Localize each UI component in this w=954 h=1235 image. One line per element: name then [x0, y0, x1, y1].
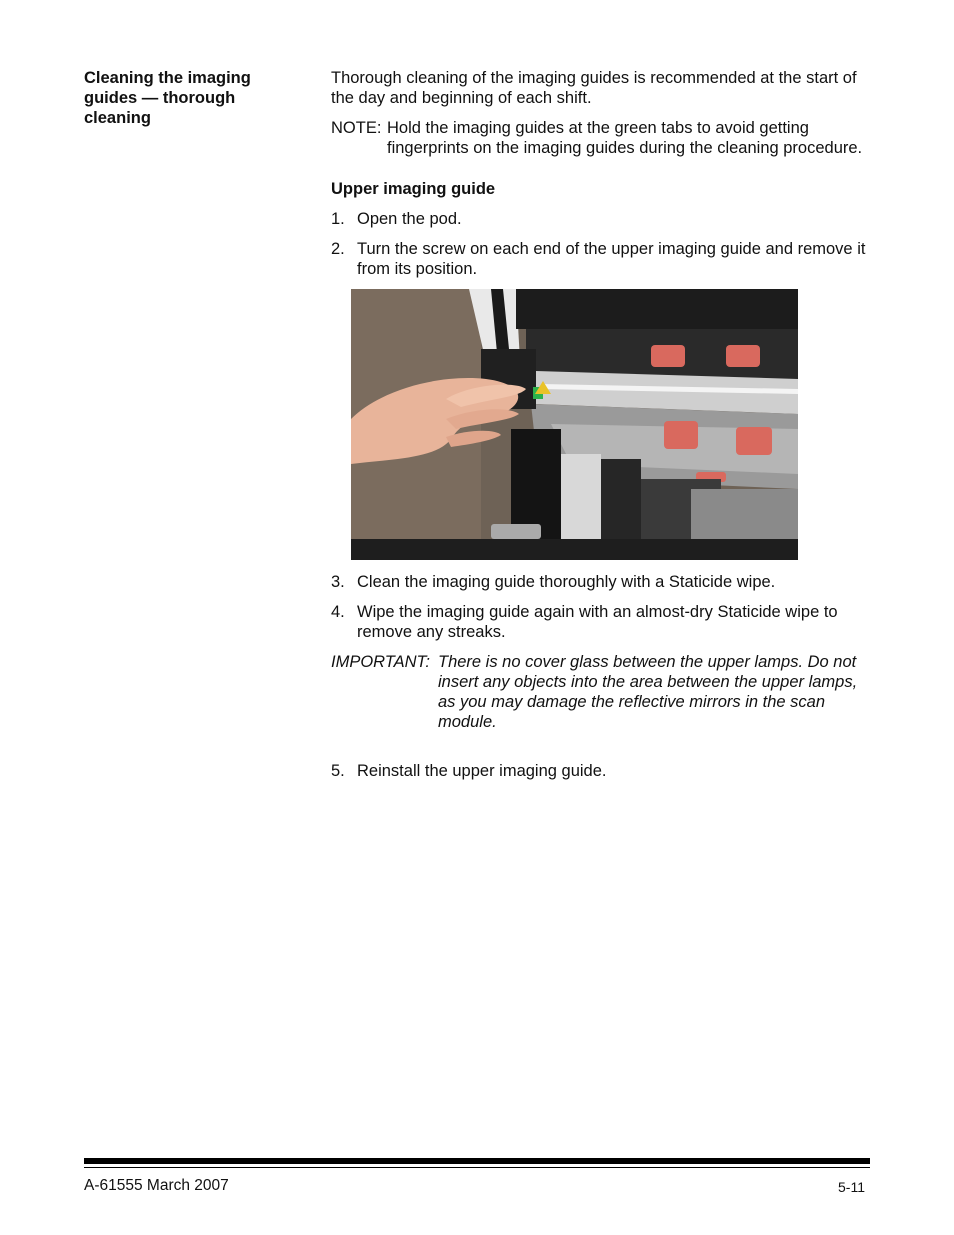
step-number: 4. [331, 603, 345, 621]
important-text: There is no cover glass between the upper lamps. Do not insert any objects into the area between the upper lamps, as you may damage the reflective mirrors in the scan module. [438, 653, 858, 731]
step-text: Reinstall the upper imaging guide. [357, 762, 607, 780]
upper-guide-heading: Upper imaging guide [331, 180, 496, 198]
step-text: Wipe the imaging guide again with an almost-dry Staticide wipe to remove any streaks. [357, 603, 838, 641]
important-label: IMPORTANT: [331, 653, 430, 671]
step-number: 3. [331, 573, 345, 591]
footer-page-number: 5-11 [838, 1179, 865, 1195]
step-item [331, 602, 871, 642]
step-number: 1. [331, 210, 345, 228]
intro-paragraph: Thorough cleaning of the imaging guides is recommended at the start of the day and beginning of each shift. [331, 69, 857, 107]
footer-rule-thick [84, 1158, 870, 1164]
note-block [331, 118, 871, 158]
step-text: Turn the screw on each end of the upper imaging guide and remove it from its position. [357, 240, 866, 278]
scanner-photo [351, 289, 798, 560]
footer-document-id: A-61555 March 2007 [84, 1177, 229, 1194]
step-number: 2. [331, 240, 345, 258]
main-content [331, 68, 871, 791]
step-item [331, 761, 871, 781]
step-text: Clean the imaging guide thoroughly with a Staticide wipe. [357, 573, 776, 591]
note-label: NOTE: [331, 119, 382, 137]
step-text: Open the pod. [357, 210, 462, 228]
footer-rule-thin [84, 1167, 870, 1168]
step-item [331, 572, 871, 592]
step-number: 5. [331, 762, 345, 780]
step-item [331, 209, 871, 229]
important-block [331, 652, 871, 732]
section-heading: Cleaning the imaging guides — thorough cleaning [84, 69, 251, 127]
note-text: Hold the imaging guides at the green tabs to avoid getting fingerprints on the imaging guides during the cleaning procedure. [387, 119, 863, 157]
step-item [331, 239, 871, 279]
